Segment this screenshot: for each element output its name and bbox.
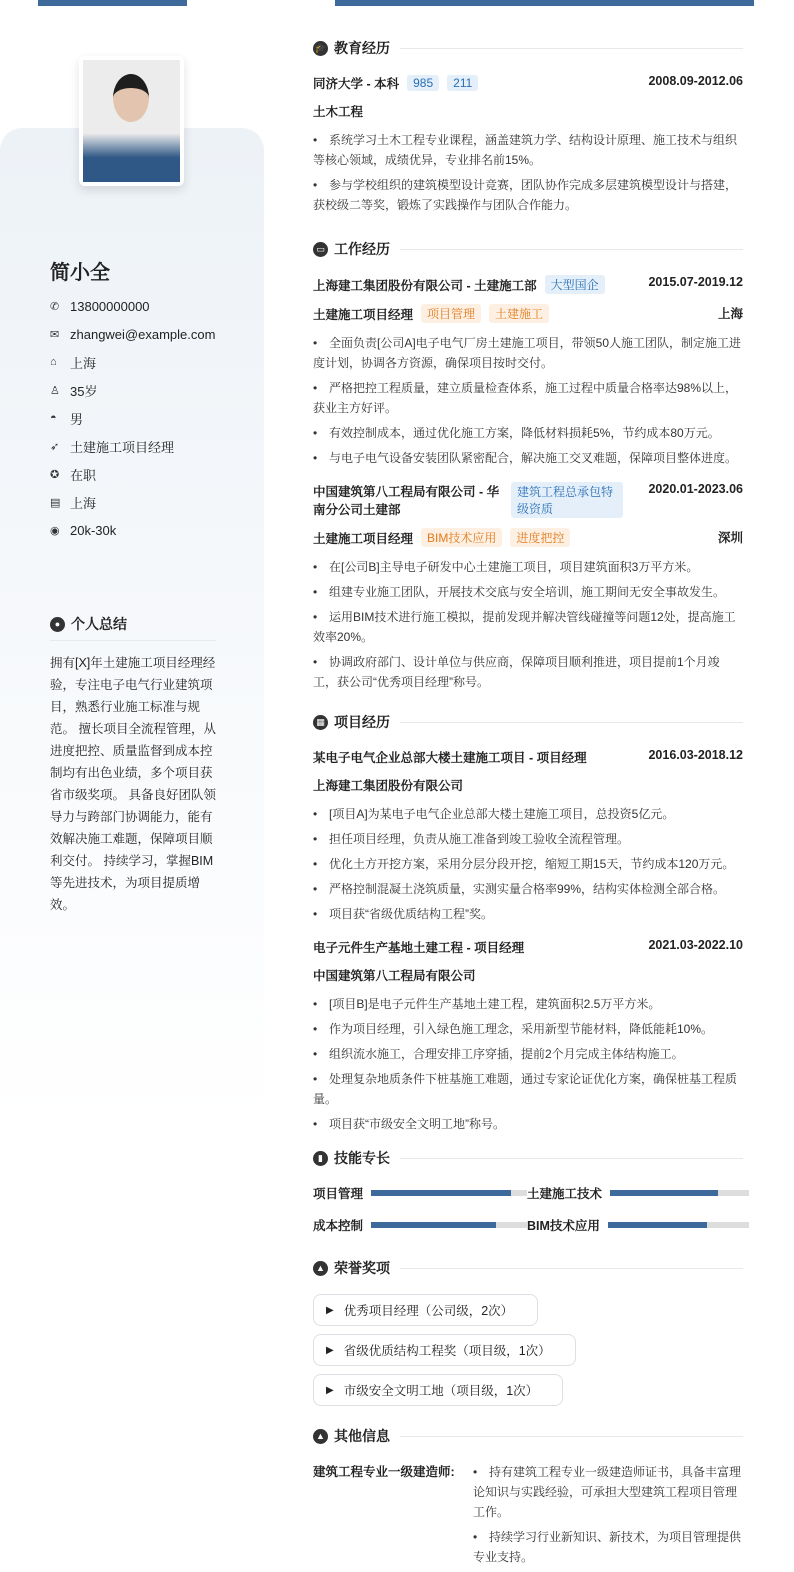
project-org <box>313 966 743 984</box>
project-org <box>313 776 743 794</box>
status-icon: ✪ <box>50 468 60 481</box>
skill-name: 项目管理 <box>313 1187 364 1201</box>
job-entry <box>313 482 743 692</box>
skill-fill <box>608 1222 707 1228</box>
skill-bar <box>610 1190 749 1196</box>
info-row <box>50 292 215 320</box>
info-text: 20k-30k <box>70 522 117 538</box>
role <box>313 528 570 547</box>
tag: 985 <box>407 75 439 91</box>
section-title: 工作经历 <box>334 241 390 257</box>
school: 同济大学 - 本科 <box>313 77 400 91</box>
bullet-item: • 持续学习行业新知识、新技术，为项目管理提供专业支持。 <box>473 1527 743 1567</box>
home-icon: ⌂ <box>50 356 57 368</box>
skill-bar <box>371 1190 527 1196</box>
section-title: 项目经历 <box>334 714 390 730</box>
bullet-item: • 项目获“省级优质结构工程”奖。 <box>313 904 743 924</box>
bullet-item: • 组织流水施工，合理安排工序穿插，提前2个月完成主体结构施工。 <box>313 1044 743 1064</box>
avatar <box>79 56 184 186</box>
award-item[interactable] <box>313 1294 538 1326</box>
info-row <box>50 460 215 488</box>
skill-row <box>527 1184 749 1202</box>
company: 中国建筑第八工程局有限公司 - 华南分公司土建部 <box>313 485 500 517</box>
triangle-right-icon: ▶ <box>326 1344 334 1356</box>
award-item[interactable] <box>313 1334 576 1366</box>
bullet-item: • 作为项目经理，引入绿色施工理念，采用新型节能材料，降低能耗10%。 <box>313 1019 743 1039</box>
info-row <box>50 376 215 404</box>
candidate-name: 简小全 <box>50 262 110 284</box>
skill-fill <box>371 1222 496 1228</box>
work-heading <box>313 239 743 259</box>
bullet-item: • [项目B]是电子元件生产基地土建工程，建筑面积2.5万平方米。 <box>313 994 743 1014</box>
date: 2008.09-2012.06 <box>648 74 743 88</box>
triangle-right-icon: ▶ <box>326 1384 334 1396</box>
info-text: 上海 <box>70 495 97 511</box>
skill-row <box>313 1216 527 1234</box>
bullet-list <box>313 804 743 924</box>
bullet-item: • 优化土方开挖方案，采用分层分段开挖，缩短工期15天，节约成本120万元。 <box>313 854 743 874</box>
user-icon: ● <box>50 617 65 632</box>
award-text: 省级优质结构工程奖（项目级，1次） <box>343 1344 551 1358</box>
award-icon: ▲ <box>313 1261 328 1276</box>
company-tag: 建筑工程总承包特级资质 <box>511 482 623 518</box>
skill-bar <box>608 1222 749 1228</box>
date: 2015.07-2019.12 <box>648 275 743 289</box>
bullet-item: • 有效控制成本，通过优化施工方案，降低材料损耗5%，节约成本80万元。 <box>313 423 743 443</box>
info-icon: ▲ <box>313 1429 328 1444</box>
project-header <box>313 748 743 766</box>
date: 2020.01-2023.06 <box>648 482 743 496</box>
phone-icon: ✆ <box>50 300 60 313</box>
gender-icon: ◓ <box>50 412 57 424</box>
bullet-item: • 处理复杂地质条件下桩基施工难题，通过专家论证优化方案，确保桩基工程质量。 <box>313 1069 743 1109</box>
info-text: 男 <box>70 411 84 427</box>
role-row <box>313 528 743 547</box>
info-row <box>50 348 215 376</box>
send-icon: ➶ <box>50 440 60 453</box>
project-entry <box>313 938 743 1134</box>
section-title: 其他信息 <box>334 1428 390 1444</box>
major: 土木工程 <box>313 105 364 119</box>
briefcase-icon: ▭ <box>313 242 328 257</box>
role <box>313 304 549 323</box>
top-accent-left <box>38 0 187 6</box>
summary-text: 拥有[X]年土建施工项目经理经验，专注电子电气行业建筑项目，熟悉行业施工标准与规范。 擅长项目全流程管理，从进度把控、质量监督到成本控制均有出色业绩，多个项目获省市级奖项。 具备良好团队领导力与跨部门协调能力，能有效解决施工难题，保障项目顺利交付。 持续学习，掌握BIM等先进技术，为项目提质增效。 <box>50 656 216 912</box>
graduation-cap-icon: 🎓 <box>313 41 328 56</box>
role-title: 土建施工项目经理 <box>313 531 414 546</box>
education-heading <box>313 38 743 58</box>
job-title <box>313 275 605 294</box>
bullet-item: • 组建专业施工团队，开展技术交底与安全培训，施工期间无安全事故发生。 <box>313 582 743 602</box>
projects-heading <box>313 712 743 732</box>
job-entry <box>313 275 743 468</box>
info-text: 土建施工项目经理 <box>70 439 175 455</box>
city: 上海 <box>717 307 743 321</box>
other-heading <box>313 1426 743 1446</box>
awards-heading <box>313 1258 743 1278</box>
contact-info <box>50 292 215 544</box>
bullet-list <box>313 333 743 468</box>
section-title: 荣誉奖项 <box>334 1260 390 1276</box>
info-row <box>50 432 215 460</box>
project-name: 某电子电气企业总部大楼土建施工项目 - 项目经理 <box>313 751 587 765</box>
date: 2016.03-2018.12 <box>648 748 743 762</box>
bullet-item: • 项目获“市级安全文明工地”称号。 <box>313 1114 743 1134</box>
skill-row <box>313 1184 527 1202</box>
award-text: 优秀项目经理（公司级，2次） <box>343 1304 514 1318</box>
info-text: 上海 <box>70 355 97 371</box>
bullet-item: • 担任项目经理，负责从施工准备到竣工验收全流程管理。 <box>313 829 743 849</box>
education-entry <box>313 74 743 215</box>
info-row <box>50 516 215 544</box>
building-icon: ▤ <box>50 496 61 509</box>
skill-row <box>527 1216 749 1234</box>
section-title: 教育经历 <box>334 40 390 56</box>
cert-label: 建筑工程专业一级建造师: <box>313 1465 455 1479</box>
skill-name: BIM技术应用 <box>527 1219 600 1233</box>
info-row <box>50 320 215 348</box>
grid-icon: ▦ <box>313 715 328 730</box>
bullet-item: • 严格控制混凝土浇筑质量，实测实量合格率99%，结构实体检测全部合格。 <box>313 879 743 899</box>
skill-tag: 土建施工 <box>489 304 549 323</box>
org: 上海建工集团股份有限公司 <box>313 779 464 793</box>
info-text: zhangwei@example.com <box>70 326 216 342</box>
bullet-list <box>313 994 743 1134</box>
skill-tag: BIM技术应用 <box>421 528 502 547</box>
award-text: 市级安全文明工地（项目级，1次） <box>343 1384 539 1398</box>
project-name: 电子元件生产基地土建工程 - 项目经理 <box>313 941 525 955</box>
summary-title: 个人总结 <box>71 616 127 632</box>
summary-heading <box>50 614 216 641</box>
bullet-item: • 系统学习土木工程专业课程，涵盖建筑力学、结构设计原理、施工技术与组织等核心领域，成绩优异，专业排名前15%。 <box>313 130 743 170</box>
bullet-item: • 持有建筑工程专业一级建造师证书，具备丰富理论知识与实践经验，可承担大型建筑工程项目管理工作。 <box>473 1462 743 1522</box>
org: 中国建筑第八工程局有限公司 <box>313 969 476 983</box>
info-text: 在职 <box>70 467 97 483</box>
skill-fill <box>371 1190 511 1196</box>
section-title: 技能专长 <box>334 1150 390 1166</box>
company: 上海建工集团股份有限公司 - 土建施工部 <box>313 278 537 293</box>
role-title: 土建施工项目经理 <box>313 307 414 322</box>
skill-name: 成本控制 <box>313 1219 364 1233</box>
skill-fill <box>610 1190 718 1196</box>
award-item[interactable] <box>313 1374 563 1406</box>
info-text: 35岁 <box>70 383 98 399</box>
job-header <box>313 275 743 294</box>
skill-tag: 进度把控 <box>510 528 570 547</box>
age-icon: ♙ <box>50 384 60 397</box>
bullet-item: • 与电子电气设备安装团队紧密配合，解决施工交叉难题，保障项目整体进度。 <box>313 448 743 468</box>
main-content <box>313 38 743 1572</box>
project-entry <box>313 748 743 924</box>
tag: 211 <box>447 75 478 91</box>
bullet-item: • 运用BIM技术进行施工模拟，提前发现并解决管线碰撞等问题12处，提高施工效率20%。 <box>313 607 743 647</box>
mail-icon: ✉ <box>50 328 60 341</box>
skill-name: 土建施工技术 <box>527 1187 603 1201</box>
info-row <box>50 404 215 432</box>
bullet-item: • 严格把控工程质量，建立质量检查体系，施工过程中质量合格率达98%以上，获业主方好评。 <box>313 378 743 418</box>
city: 深圳 <box>717 531 743 545</box>
job-title <box>313 482 623 518</box>
triangle-right-icon: ▶ <box>326 1304 334 1316</box>
bullet-item: • [项目A]为某电子电气企业总部大楼土建施工项目，总投资5亿元。 <box>313 804 743 824</box>
date: 2021.03-2022.10 <box>648 938 743 952</box>
skills-heading <box>313 1148 743 1168</box>
bullet-item: • 全面负责[公司A]电子电气厂房土建施工项目，带领50人施工团队，制定施工进度计划，协调各方资源，确保项目按时交付。 <box>313 333 743 373</box>
bullet-list <box>313 557 743 692</box>
job-header <box>313 482 743 518</box>
role-row <box>313 304 743 323</box>
project-header <box>313 938 743 956</box>
info-text: 13800000000 <box>70 298 150 314</box>
other-info <box>313 1462 743 1572</box>
bullet-item: • 参与学校组织的建筑模型设计竞赛，团队协作完成多层建筑模型设计与搭建，获校级二等奖，锻炼了实践操作与团队合作能力。 <box>313 175 743 215</box>
chart-icon: ▮ <box>313 1151 328 1166</box>
top-accent-right <box>335 0 754 6</box>
bullet-item: • 协调政府部门、设计单位与供应商，保障项目顺利推进，项目提前1个月竣工，获公司“优秀项目经理”称号。 <box>313 652 743 692</box>
skill-tag: 项目管理 <box>421 304 481 323</box>
company-tag: 大型国企 <box>545 275 605 294</box>
info-row <box>50 488 215 516</box>
bullet-item: • 在[公司B]主导电子研发中心土建施工项目，项目建筑面积3万平方米。 <box>313 557 743 577</box>
skill-bar <box>371 1222 527 1228</box>
salary-icon: ◉ <box>50 524 60 537</box>
